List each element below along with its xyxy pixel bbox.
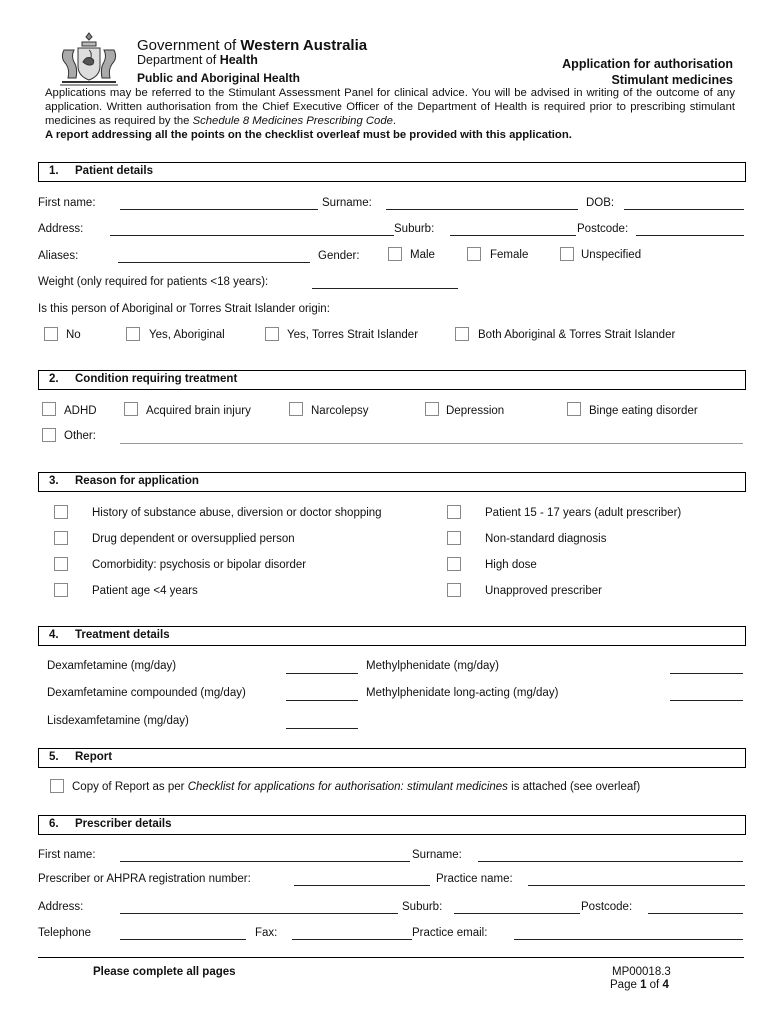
dept-title [137,53,258,67]
gender-unspecified-checkbox[interactable] [560,247,574,261]
practice-email-label: Practice email: [412,927,488,939]
section-1-header [38,162,746,182]
reason-comorbidity-checkbox[interactable] [54,557,68,571]
practice-email-field[interactable] [514,939,743,940]
page-prefix: Page [610,979,641,991]
gender-female-label: Female [490,249,529,261]
patient-suburb-field[interactable] [450,235,576,236]
condition-other-field[interactable] [120,443,743,444]
wa-coat-of-arms-icon [56,30,122,88]
reason-nonstandard-label: Non-standard diagnosis [485,533,607,545]
patient-dob-field[interactable] [624,209,744,210]
patient-aliases-label: Aliases: [38,250,79,262]
report-suffix: is attached (see overleaf) [507,781,641,793]
telephone-label: Telephone [38,927,92,939]
page-total: 4 [662,979,669,991]
dept-prefix: Department of [137,53,220,67]
patient-surname-label: Surname: [322,197,372,209]
form-subtitle: Stimulant medicines [611,73,733,87]
origin-aboriginal-checkbox[interactable] [126,327,140,341]
condition-abi-label: Acquired brain injury [146,405,251,417]
reason-adult-prescriber-checkbox[interactable] [447,505,461,519]
dexamfetamine-compounded-field[interactable] [286,700,358,701]
page-of: of [646,979,663,991]
dexamfetamine-label: Dexamfetamine (mg/day) [47,660,177,672]
prescriber-suburb-label: Suburb: [402,901,443,913]
page-number: 1 [640,979,647,991]
gov-prefix: Government of [137,37,241,54]
prescriber-address-field[interactable] [120,913,398,914]
condition-abi-checkbox[interactable] [124,402,138,416]
prescriber-postcode-label: Postcode: [581,901,633,913]
section-6-header [38,815,746,835]
section-4-header [38,626,746,646]
section-title: Patient details [75,165,153,177]
prescriber-postcode-field[interactable] [648,913,743,914]
condition-binge-label: Binge eating disorder [589,405,698,417]
form-code: MP00018.3 [612,966,671,978]
origin-question: Is this person of Aboriginal or Torres Strait Islander origin: [38,303,330,315]
practice-name-label: Practice name: [436,873,513,885]
patient-suburb-label: Suburb: [394,223,435,235]
patient-address-field[interactable] [110,235,394,236]
lisdexamfetamine-field[interactable] [286,728,358,729]
condition-narcolepsy-checkbox[interactable] [289,402,303,416]
methylphenidate-la-label: Methylphenidate long-acting (mg/day) [366,687,559,699]
intro-italic: Schedule 8 Medicines Prescribing Code [192,115,393,127]
section-title: Report [75,751,113,763]
patient-first-name-field[interactable] [120,209,318,210]
origin-no-label: No [66,329,81,341]
condition-other-checkbox[interactable] [42,428,56,442]
report-attached-checkbox[interactable] [50,779,64,793]
reason-highdose-label: High dose [485,559,537,571]
patient-dob-label: DOB: [586,197,615,209]
fax-label: Fax: [255,927,278,939]
origin-tsi-label: Yes, Torres Strait Islander [287,329,419,341]
reason-unapproved-label: Unapproved prescriber [485,585,602,597]
condition-depression-checkbox[interactable] [425,402,439,416]
patient-first-name-label: First name: [38,197,96,209]
origin-both-checkbox[interactable] [455,327,469,341]
intro-bold-note: A report addressing all the points on the checklist overleaf must be provided with this application. [45,129,572,141]
section-number: 5. [49,751,59,763]
prescriber-first-name-label: First name: [38,849,96,861]
practice-name-field[interactable] [528,885,745,886]
gov-name: Western Australia [240,37,368,54]
prescriber-surname-field[interactable] [478,861,743,862]
origin-aboriginal-label: Yes, Aboriginal [149,329,225,341]
methylphenidate-field[interactable] [670,673,743,674]
dept-name: Health [219,53,258,67]
methylphenidate-label: Methylphenidate (mg/day) [366,660,499,672]
reason-comorbidity-label: Comorbidity: psychosis or bipolar disorder [92,559,307,571]
reason-adult-prescriber-label: Patient 15 - 17 years (adult prescriber) [485,507,682,519]
section-number: 6. [49,818,59,830]
reason-dependent-label: Drug dependent or oversupplied person [92,533,295,545]
prescriber-reg-label: Prescriber or AHPRA registration number: [38,873,251,885]
condition-adhd-checkbox[interactable] [42,402,56,416]
intro-text [45,86,735,142]
condition-other-label: Other: [64,430,96,442]
section-number: 4. [49,629,59,641]
condition-binge-checkbox[interactable] [567,402,581,416]
section-5-header [38,748,746,768]
section-number: 2. [49,373,59,385]
section-2-header [38,370,746,390]
prescriber-suburb-field[interactable] [454,913,580,914]
reason-unapproved-checkbox[interactable] [447,583,461,597]
condition-adhd-label: ADHD [64,405,97,417]
report-attached-label [72,781,640,793]
dexamfetamine-compounded-label: Dexamfetamine compounded (mg/day) [47,687,246,699]
patient-weight-field[interactable] [312,288,458,289]
reason-substance-label: History of substance abuse, diversion or doctor shopping [92,507,382,519]
methylphenidate-la-field[interactable] [670,700,743,701]
condition-narcolepsy-label: Narcolepsy [311,405,369,417]
reason-dependent-checkbox[interactable] [54,531,68,545]
prescriber-address-label: Address: [38,901,84,913]
origin-tsi-checkbox[interactable] [265,327,279,341]
section-title: Reason for application [75,475,199,487]
gender-male-label: Male [410,249,435,261]
lisdexamfetamine-label: Lisdexamfetamine (mg/day) [47,715,189,727]
gender-female-checkbox[interactable] [467,247,481,261]
patient-aliases-field[interactable] [118,262,310,263]
patient-surname-field[interactable] [386,209,578,210]
dexamfetamine-field[interactable] [286,673,358,674]
reason-highdose-checkbox[interactable] [447,557,461,571]
intro-end: . [392,115,397,127]
patient-address-label: Address: [38,223,84,235]
patient-gender-label: Gender: [318,250,360,262]
patient-weight-label: Weight (only required for patients <18 years): [38,276,269,288]
footer-complete-note: Please complete all pages [93,966,236,978]
gov-title [137,37,367,54]
condition-depression-label: Depression [446,405,505,417]
patient-postcode-field[interactable] [636,235,744,236]
division-name: Public and Aboriginal Health [137,71,300,85]
page-indicator [610,979,669,991]
telephone-field[interactable] [120,939,246,940]
intro-body: Applications may be referred to the Stimulant Assessment Panel for clinical advice. You will be advised in writing of the outcome of any application. Written authorisation from the Chief Executive Officer of the Department of Health is required prior to prescribing stimulant medicines as required by the [45,87,735,127]
origin-no-checkbox[interactable] [44,327,58,341]
fax-field[interactable] [292,939,412,940]
section-title: Condition requiring treatment [75,373,238,385]
prescriber-surname-label: Surname: [412,849,462,861]
reason-age-label: Patient age <4 years [92,585,198,597]
gender-unspecified-label: Unspecified [581,249,642,261]
footer-divider [38,957,744,958]
prescriber-reg-field[interactable] [294,885,430,886]
reason-substance-checkbox[interactable] [54,505,68,519]
report-prefix: Copy of Report as per [72,781,188,793]
section-3-header [38,472,746,492]
section-number: 3. [49,475,59,487]
section-title: Treatment details [75,629,170,641]
patient-postcode-label: Postcode: [577,223,629,235]
form-title: Application for authorisation [562,57,733,71]
origin-both-label: Both Aboriginal & Torres Strait Islander [478,329,676,341]
prescriber-first-name-field[interactable] [120,861,410,862]
report-checklist-title: Checklist for applications for authorisation: stimulant medicines [187,781,508,793]
section-number: 1. [49,165,59,177]
gender-male-checkbox[interactable] [388,247,402,261]
section-title: Prescriber details [75,818,172,830]
reason-nonstandard-checkbox[interactable] [447,531,461,545]
reason-age-checkbox[interactable] [54,583,68,597]
